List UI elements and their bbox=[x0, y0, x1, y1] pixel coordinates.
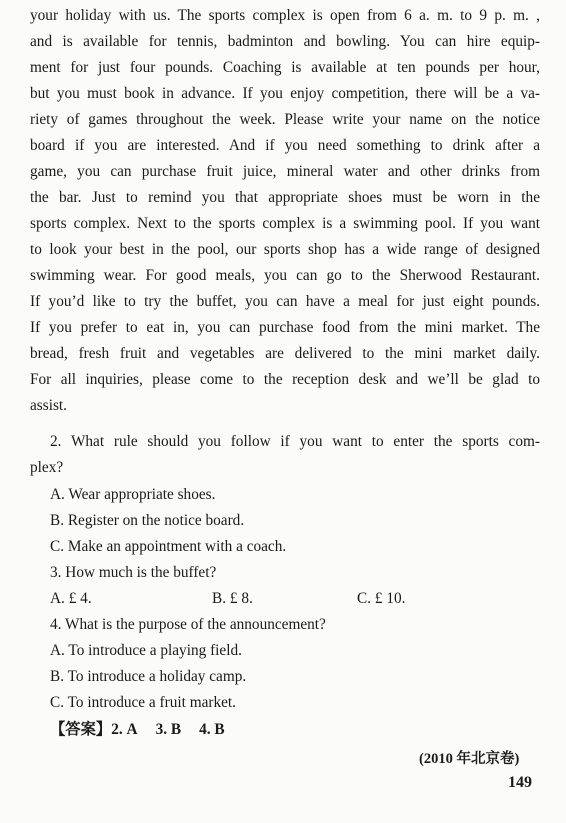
passage-line: riety of games throughout the week. Please write your name on the notice bbox=[30, 111, 540, 128]
question-2-option-a: A. Wear appropriate shoes. bbox=[50, 486, 216, 503]
question-3-stem: 3. How much is the buffet? bbox=[50, 564, 217, 581]
question-2-option-b: B. Register on the notice board. bbox=[50, 512, 245, 529]
question-4-stem: 4. What is the purpose of the announcement? bbox=[50, 616, 326, 633]
passage-line: your holiday with us. The sports complex is open from 6 a. m. to 9 p. m. , bbox=[30, 7, 540, 24]
question-2-stem: 2. What rule should you follow if you want to enter the sports com- bbox=[50, 433, 540, 450]
passage-line: board if you are interested. And if you need something to drink after a bbox=[30, 137, 540, 154]
passage-line: assist. bbox=[30, 397, 67, 414]
question-4-option-c: C. To introduce a fruit market. bbox=[50, 694, 236, 711]
passage-line: ment for just four pounds. Coaching is available at ten pounds per hour, bbox=[30, 59, 540, 76]
passage-line: sports complex. Next to the sports complex is a swimming pool. If you want bbox=[30, 215, 540, 232]
passage-line: For all inquiries, please come to the reception desk and we’ll be glad to bbox=[30, 371, 540, 388]
answer-key bbox=[50, 720, 243, 740]
passage-line: to look your best in the pool, our sports shop has a wide range of designed bbox=[30, 241, 540, 258]
passage-line: swimming wear. For good meals, you can go to the Sherwood Restaurant. bbox=[30, 267, 540, 284]
question-2-option-c: C. Make an appointment with a coach. bbox=[50, 538, 287, 555]
passage-line: If you’d like to try the buffet, you can have a meal for just eight pounds. bbox=[30, 293, 540, 310]
page-number: 149 bbox=[508, 774, 532, 791]
passage-line: bread, fresh fruit and vegetables are delivered to the mini market daily. bbox=[30, 345, 540, 362]
passage-line: and is available for tennis, badminton and bowling. You can hire equip- bbox=[30, 33, 540, 50]
question-2-stem-continued: plex? bbox=[30, 459, 64, 476]
answer-q2: 2. A bbox=[111, 721, 138, 738]
passage-line: the bar. Just to remind you that appropriate shoes must be worn in the bbox=[30, 189, 540, 206]
question-4-option-b: B. To introduce a holiday camp. bbox=[50, 668, 247, 685]
question-3-option-c: C. £ 10. bbox=[357, 590, 406, 607]
source-citation: (2010 年北京卷) bbox=[419, 751, 520, 767]
passage-line: but you must book in advance. If you enjoy competition, there will be a va- bbox=[30, 85, 540, 102]
question-4-option-a: A. To introduce a playing field. bbox=[50, 642, 242, 659]
passage-line: If you prefer to eat in, you can purchase food from the mini market. The bbox=[30, 319, 540, 336]
question-3-option-b: B. £ 8. bbox=[212, 590, 253, 607]
answer-q4: 4. B bbox=[199, 721, 225, 738]
answer-q3: 3. B bbox=[155, 721, 182, 738]
answer-label: 【答案】 bbox=[50, 721, 112, 738]
question-3-option-a: A. £ 4. bbox=[50, 590, 92, 607]
passage-line: game, you can purchase fruit juice, mineral water and other drinks from bbox=[30, 163, 540, 180]
